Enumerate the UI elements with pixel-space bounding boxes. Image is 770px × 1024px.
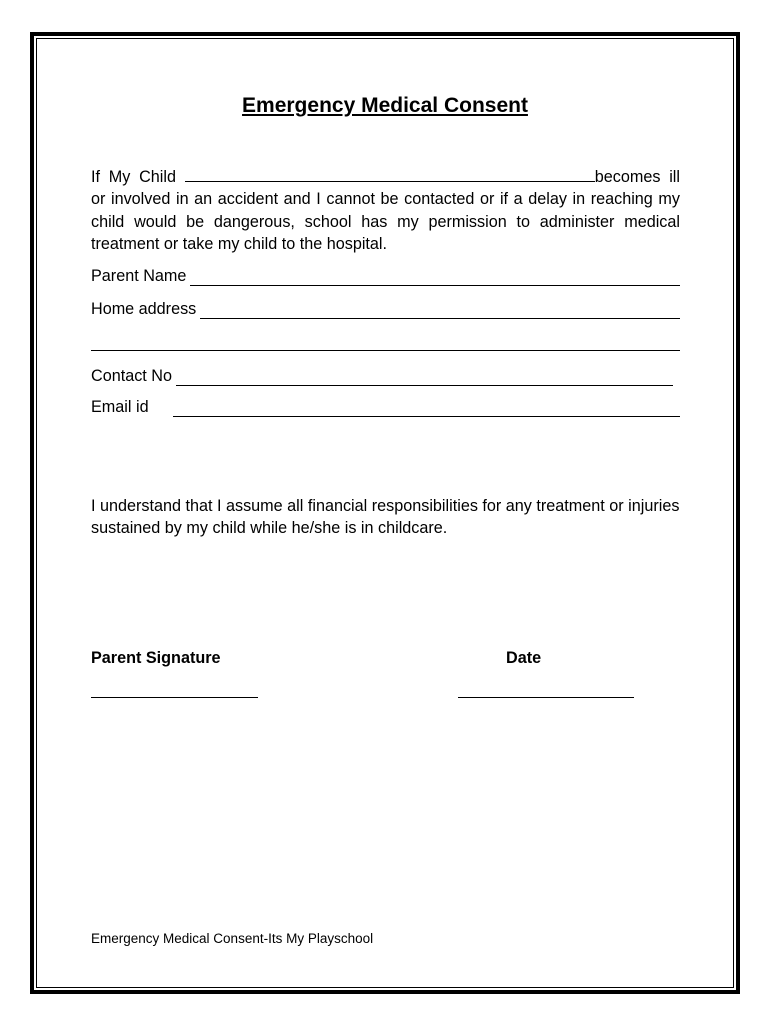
date-line[interactable] bbox=[458, 697, 634, 698]
contact-no-line[interactable] bbox=[176, 369, 673, 386]
contact-no-field bbox=[91, 364, 673, 386]
intro-rest: or involved in an accident and I cannot be contacted or if a delay in reaching my child would be dangerous, school has my permission to administer medical treatment or take my child to the hospital. bbox=[91, 190, 680, 253]
document-title: Emergency Medical Consent bbox=[242, 94, 528, 117]
document-footer: Emergency Medical Consent-Its My Playschool bbox=[91, 931, 374, 946]
parent-name-line[interactable] bbox=[190, 269, 680, 286]
intro-suffix: becomes ill bbox=[594, 168, 680, 186]
home-address-line-2[interactable] bbox=[91, 350, 680, 351]
parent-name-field bbox=[91, 264, 680, 286]
parent-signature-line[interactable] bbox=[91, 697, 258, 698]
email-label: Email id bbox=[91, 398, 149, 416]
parent-name-label: Parent Name bbox=[91, 267, 187, 285]
parent-signature-label: Parent Signature bbox=[91, 649, 221, 667]
child-name-line[interactable] bbox=[185, 166, 595, 182]
date-label: Date bbox=[506, 649, 542, 667]
email-line[interactable] bbox=[173, 400, 680, 417]
email-field bbox=[91, 395, 680, 417]
home-address-label: Home address bbox=[91, 300, 197, 318]
intro-prefix: If My Child bbox=[91, 168, 176, 186]
home-address-field bbox=[91, 297, 680, 319]
contact-no-label: Contact No bbox=[91, 367, 172, 385]
home-address-line[interactable] bbox=[200, 302, 680, 319]
responsibility-paragraph: I understand that I assume all financial responsibilities for any treatment or injuries sustained by my child while he/she is in childcare. bbox=[91, 497, 680, 538]
intro-paragraph bbox=[91, 166, 680, 255]
